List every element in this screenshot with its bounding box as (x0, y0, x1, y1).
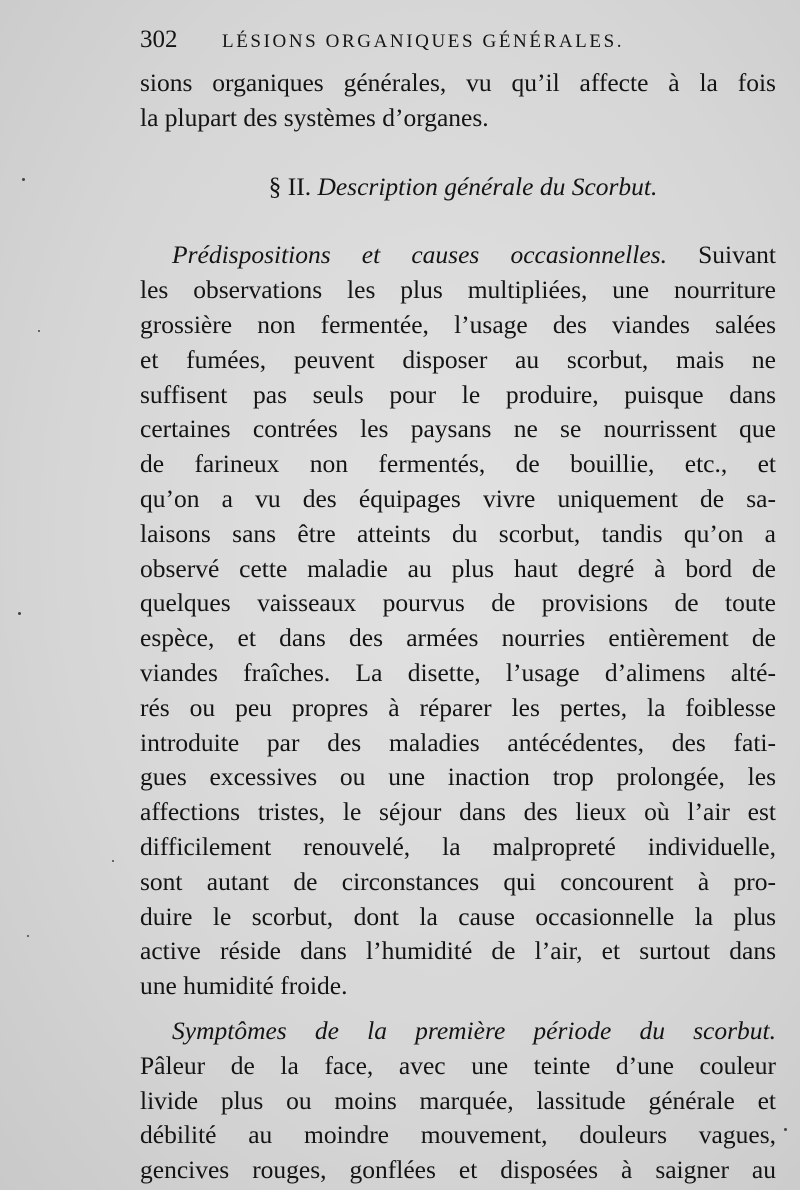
paper-speck (112, 860, 114, 862)
text-line: qu’on a vu des équipages vivre uniquement de sa- (140, 483, 776, 513)
section-heading (140, 170, 776, 205)
paper-speck (784, 1128, 787, 1131)
text-line: de farineux non fermentés, de bouillie, etc., et (140, 449, 776, 479)
text-line: Pâleur de la face, avec une teinte d’une couleur (140, 1050, 776, 1080)
paper-speck (27, 935, 29, 937)
text-line: viandes fraîches. La disette, l’usage d’alimens alté- (140, 657, 776, 687)
text-line: laisons sans être atteints du scorbut, tandis qu’on a (140, 518, 776, 548)
running-head (140, 26, 776, 66)
running-title: LÉSIONS ORGANIQUES GÉNÉRALES. (222, 31, 625, 52)
text-line: sont autant de circonstances qui concourent à pro- (140, 866, 776, 896)
paper-speck (22, 178, 25, 181)
text-line: et fumées, peuvent disposer au scorbut, mais ne (140, 344, 776, 374)
text-line: observé cette maladie au plus haut degré à bord de (140, 553, 776, 583)
text-line: introduite par des maladies antécédentes, des fati- (140, 727, 776, 757)
section-title: Description générale du Scorbut. (317, 171, 658, 201)
paragraph-lead: Prédispositions et causes occasionnelles. (172, 240, 667, 270)
text-line: espèce, et dans des armées nourries entièrement de (140, 623, 776, 653)
paper-speck (18, 612, 21, 615)
text-line: certaines contrées les paysans ne se nourrissent que (140, 414, 776, 444)
text-line: grossière non fermentée, l’usage des viandes salées (140, 309, 776, 339)
text-line: livide plus ou moins marquée, lassitude générale et (140, 1085, 776, 1115)
page-number: 302 (140, 26, 178, 53)
section-number: § II. (268, 171, 312, 201)
paragraph-lead: Symptômes de la première période du scorbut. (172, 1015, 776, 1045)
paragraph-first-line (140, 238, 776, 273)
text-line: gues excessives ou une inaction trop prolongée, les (140, 762, 776, 792)
text-line: une humidité froide. (140, 971, 348, 1001)
text-line: difficilement renouvelé, la malpropreté individuelle, (140, 831, 776, 861)
text-line: affections tristes, le séjour dans des lieux où l’air est (140, 797, 776, 827)
text-line: les observations les plus multipliées, une nourriture (140, 275, 776, 305)
text-line: suffisent pas seuls pour le produire, puisque dans (140, 379, 776, 409)
text-line: gencives rouges, gonflées et disposées à saigner au (140, 1155, 776, 1185)
text-line: sions organiques générales, vu qu’il affecte à la fois (140, 68, 776, 97)
text-line: active réside dans l’humidité de l’air, et surtout dans (140, 936, 776, 966)
text-line: débilité au moindre mouvement, douleurs vagues, (140, 1120, 776, 1150)
text-line: rés ou peu propres à réparer les pertes, la foiblesse (140, 692, 776, 722)
paper-speck (38, 330, 40, 332)
text-line: duire le scorbut, dont la cause occasionnelle la plus (140, 901, 776, 931)
text-line: quelques vaisseaux pourvus de provisions de toute (140, 588, 776, 618)
text-line: la plupart des systèmes d’organes. (140, 102, 489, 132)
text-block (140, 26, 776, 1188)
text-fragment: Suivant (698, 240, 776, 270)
